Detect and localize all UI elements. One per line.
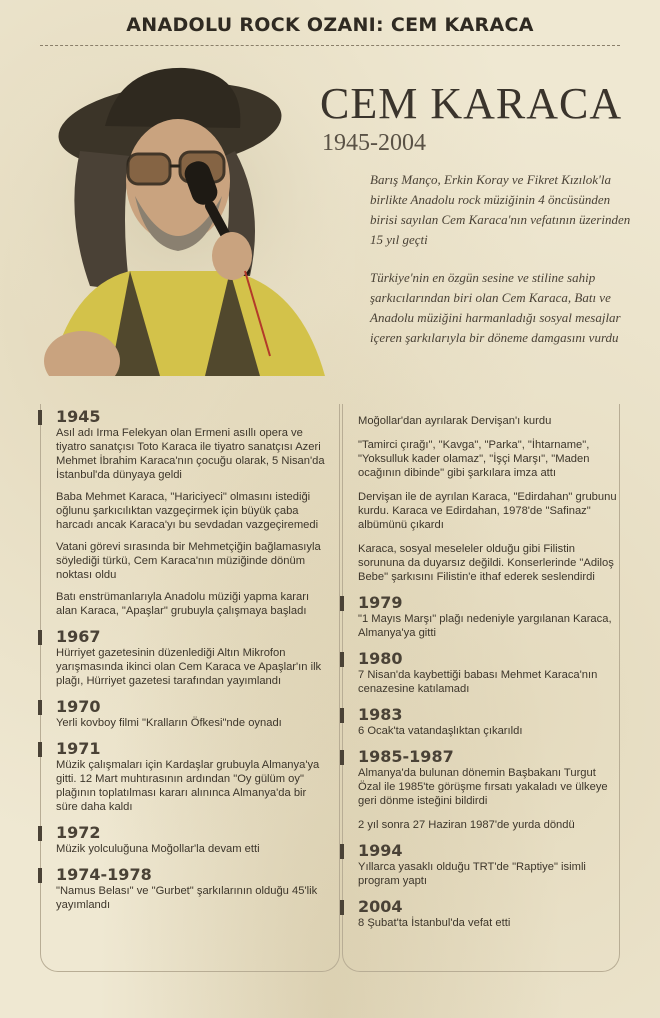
timeline-text: Hürriyet gazetesinin düzenlediği Altın Mikrofon yarışmasında ikinci olan Cem Karaca ve Apaşlar'ın ilk plağı, Hürriyet gazetesi tarafından yayımlandı [56,647,322,687]
timeline-text: "Namus Belası" ve "Gurbet" şarkılarının olduğu 45'lik yayımlandı [56,885,318,911]
timeline-entry [56,698,326,730]
timeline-entry [358,898,620,930]
page-header: ANADOLU ROCK OZANI: CEM KARACA [126,14,534,36]
timeline-year: 1972 [56,823,101,842]
year-marker [38,700,42,715]
timeline-text: 8 Şubat'ta İstanbul'da vefat etti [358,917,511,929]
timeline-year: 1945 [56,407,101,426]
year-marker [340,596,344,611]
year-marker [340,750,344,765]
timeline-year: 1970 [56,697,101,716]
timeline-text: Asıl adı Irma Felekyan olan Ermeni asıllı opera ve tiyatro sanatçısı Toto Karaca ile tiyatro sanatçısı Azeri Mehmet İbrahim Karaca'nın çocuğu olarak, 5 Nisan'da İstanbul'da dünyaya geldi [56,427,325,481]
timeline-text: Müzik çalışmaları için Kardaşlar grubuyla Almanya'ya gitti. 12 Mart muhtırasının ardından "Oy gülüm oy" plağının toplatılması kararı alınınca Almanya'da bir süre daha kaldı [56,759,320,813]
year-marker [38,826,42,841]
timeline-year: 1994 [358,841,403,860]
timeline-entry [358,706,620,738]
timeline-entry [56,824,326,856]
timeline-text: Vatani görevi sırasında bir Mehmetçiğin bağlamasıyla söylediği türkü, Cem Karaca'nın müziğinde dönüm noktası oldu [56,541,321,581]
timeline-year: 1971 [56,739,101,758]
timeline-text: Moğollar'dan ayrılarak Dervişan'ı kurdu [358,415,552,427]
year-marker [38,868,42,883]
timeline-text: 6 Ocak'ta vatandaşlıktan çıkarıldı [358,725,523,737]
timeline-text: Batı enstrümanlarıyla Anadolu müziği yapma kararı alan Karaca, "Apaşlar" grubuyla çalışmaya başladı [56,591,310,617]
timeline-text: Baba Mehmet Karaca, "Hariciyeci" olmasını istediği oğlunu şarkıcılıktan vazgeçirmek için büyük çaba harcadı ancak Karaca'yı bu sevdadan vazgeçiremedi [56,491,319,531]
timeline-entry [56,628,326,688]
timeline-year: 1985-1987 [358,747,454,766]
year-marker [38,742,42,757]
year-marker [38,410,42,425]
intro-paragraph: Barış Manço, Erkin Koray ve Fikret Kızılok'la birlikte Anadolu rock müziğinin 4 öncüsünden birisi sayılan Cem Karaca'nın vefatının üzerinden 15 yıl geçti [370,172,631,247]
timeline-text: 2 yıl sonra 27 Haziran 1987'de yurda döndü [358,819,575,831]
timeline-year: 1974-1978 [56,865,152,884]
intro-text [370,170,640,366]
timeline-text: Almanya'da bulunan dönemin Başbakanı Turgut Özal ile 1985'te görüşme fırsatı yakaladı ve ülkeye geri dönme isteğini bildirdi [358,767,608,807]
timeline-text: Yerli kovboy filmi "Kralların Öfkesi"nde oynadı [56,717,282,729]
timeline-year: 1967 [56,627,101,646]
cem-karaca-portrait [10,56,355,376]
timeline-entry [358,842,620,888]
timeline-left [56,408,326,922]
timeline-text: Dervişan ile de ayrılan Karaca, "Edirdahan" grubunu kurdu. Karaca ve Edirdahan, 1978'de "Safinaz" albümünü çıkardı [358,491,617,531]
timeline-year: 1980 [358,649,403,668]
timeline-year: 1979 [358,593,403,612]
timeline-text: 7 Nisan'da kaybettiği babası Mehmet Karaca'nın cenazesine katılamadı [358,669,598,695]
timeline-text: "Tamirci çırağı", "Kavga", "Parka", "İhtarname", "Yoksulluk kader olamaz", "İşçi Marşı", "Maden ocağının dibinde" gibi şarkılara imza attı [358,439,590,479]
timeline-entry [56,740,326,814]
intro-paragraph: Türkiye'nin en özgün sesine ve stiline sahip şarkıcılarından biri olan Cem Karaca, Batı ve Anadolu müziğini harmanladığı sosyal mesajlar içeren şarkılarıyla bir döneme damgasını vurdu [370,270,621,345]
timeline-text: Yıllarca yasaklı olduğu TRT'de "Raptiye" isimli program yaptı [358,861,586,887]
name-title: CEM KARACA [320,79,623,128]
timeline-text: "1 Mayıs Marşı" plağı nedeniyle yargılanan Karaca, Almanya'ya gitti [358,613,612,639]
timeline-text: Karaca, sosyal meseleler olduğu gibi Filistin sorununa da duyarsız değildi. Konserlerinde "Adiloş Bebe" şarkısını Filistin'e ithaf ederek seslendirdi [358,543,614,583]
header-divider [40,45,620,46]
life-years: 1945-2004 [322,130,426,156]
year-marker [340,652,344,667]
timeline-year: 1983 [358,705,403,724]
year-marker [340,900,344,915]
timeline-right [358,414,620,940]
timeline-entry [56,866,326,912]
year-marker [340,844,344,859]
timeline-entry [358,594,620,640]
timeline-year: 2004 [358,897,403,916]
year-marker [38,630,42,645]
timeline-text: Müzik yolculuğuna Moğollar'la devam etti [56,843,260,855]
timeline-entry [56,408,326,618]
timeline-entry [358,748,620,832]
timeline-entry [358,650,620,696]
year-marker [340,708,344,723]
